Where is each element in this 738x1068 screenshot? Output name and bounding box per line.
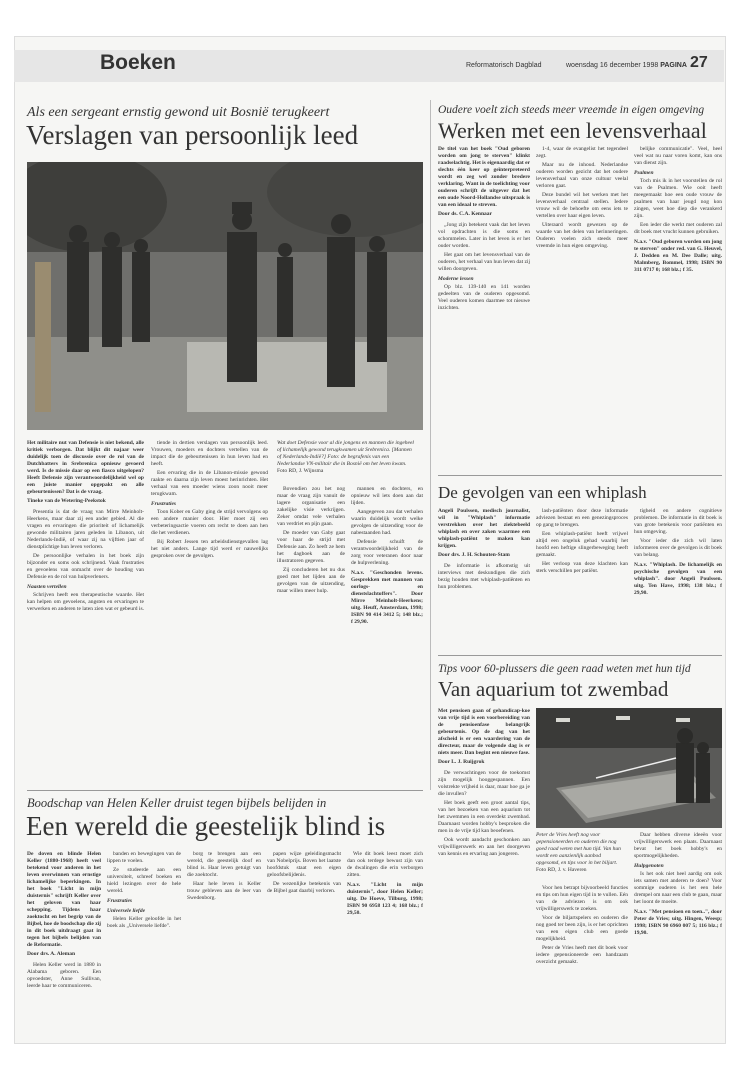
article4-col1: Met pensioen gaan of gehandicap-koe van vrije tijd is een voorbereiding van de pensioenfase belangrijk gebeurtenis. Op de dag van het afscheid is er een waardering van de directeur, maar de volgende dag is er niets meer. Dan begint een nieuwe fase. Door L. J. Ruijgrok De verwachtingen voor de toekomst zijn mogelijk hooggespannen. Een volstrekte vrijheid is daar, maar hoe ga je die invullen? Het boek geeft een groot aantal tips, van het bezoeken van een aquarium tot het zwemmen in een overdekt zwembad. Daarnaast worden hobby's besproken die men in de vrije tijd kan beoefenen. Ook wordt aandacht geschonken aan vrijwilligerswerk en aan het doorgeven van kennis en ervaring aan jongeren. bbox=[438, 708, 530, 857]
article3-col3: tigheid en andere cognitieve problemen. De informatie in dit boek is van grote betekenis voor patiënten en hun omgeving. Voor ieder die zich wil laten informeren over de gevolgen is dit boek van belang. N.a.v. "Whiplash. De lichamelijk en psychische gevolgen van een whiplash". door Angeli Poulssen. uitg. Ten Have, 1998; 138 blz.; f 29,90. bbox=[634, 508, 722, 596]
article3-lead: Angeli Poulssen, medisch journalist, wil in "Whiplash" informatie verstrekken over het ziektebeeld whiplash en over zaken waarmee een whiplash-patiënt te maken kan krijgen. bbox=[438, 508, 530, 549]
article4-col2: Voor hen betrapt bijvoorbeeld functies en tips om hun eigen tijd in te vullen. Eén van de adviezen is om ook vrijwilligerswerk te zoeken. Voor de biljartspelers en ouderen die nog goed ter been zijn, is er het oprichten van een eigen club een goede mogelijkheid. Peter de Vries heeft met dit boek voor iedere gepensioneerde een handzaam overzicht gemaakt. bbox=[536, 885, 628, 965]
article3-headline: De gevolgen van een whiplash bbox=[438, 483, 647, 502]
article2-subhead2: Psalmen bbox=[634, 170, 654, 176]
article1-subhead1: Naasten vertellen bbox=[27, 584, 67, 590]
article4-photo bbox=[536, 708, 722, 828]
page-number: 27 bbox=[690, 54, 708, 71]
article4-headline: Van aquarium tot zwembad bbox=[438, 677, 669, 701]
article1-col3: Bovendien zou het nog maar de vraag zijn vanuit de lagere organisatie een zakelijke visie verkrijgen. Zeker omdat vele verhalen van verdriet en pijn gaan. De moeder van Gaby gaat voor haar de strijd met Defensie aan. Zo heeft ze hem het dagboek aan de illustratoren gegeven. Zij concluderen het nu dus goed met het lijden aan de gevolgen van de uitzending, maar willen meer hulp. bbox=[277, 486, 345, 594]
article3-bookinfo: N.a.v. "Whiplash. De lichamelijk en psychische gevolgen van een whiplash". door Angeli Poulssen. uitg. Ten Have, 1998; 138 blz.; f 29,90. bbox=[634, 562, 722, 596]
billiard-players-image bbox=[536, 708, 722, 828]
article1-col1: Het militaire nut van Defensie is niet bekend, alle kritiek verborgen. Dat blijkt dit najaar weer duidelijk toen de discussie over de rol van de Dutchbatters in Srebrenica opnieuw gevoerd werd. Is de missie daar op een fiasco uitgelopen? Heeft Defensie zijn verantwoordelijkheid wel op een juiste manier opgepakt en alle gebeurtenissen? Dat is de vraag. Tineke van de Wetering-Peekstok Presentia is dat de vraag van Mirre Meinholt-Heerkens, maar daar zij een ander gebied. Al die vragen en ervaringen die prioriteit of lichamelijk gewonde militairen jaren geleden in Libanon, uit Nederlands-Indië, of waar zij na vijftien jaar of dienstplichtige hun leven verloren. De persoonlijke verhalen in het boek zijn bijzonder en soms ook schrijnend. Vaak frustraties en gevoelens van onmacht over de houding van Defensie en de rol van hulpverleners. Naasten vertellen Schrijven heeft een therapeutische waarde. Het kan helpen om gevoelens, angsten en ervaringen te verwerken en anderen te laten zien wat er gebeurd is. bbox=[27, 440, 144, 612]
article2-lead: De titel van het boek "Oud geboren worden om jong te sterven" klinkt raadselachtig. Het is eigenaardig dat er slechts één keer op geïnterpreteerd wordt en zeg wel zonder bredere verklaring. Want in de toelichting voor ouderen schrijft de uitgever dat het een oude Noord-Hollandse uitspraak is van een ideaal te streven. bbox=[438, 146, 530, 208]
article4-bookinfo: N.a.v. "Met pensioen en toen..", door Peter de Vries; uitg. Hingen, Weesp; 1998; ISBN 90 6960 007 5; 116 blz.; f 19,90. bbox=[634, 909, 722, 936]
article3-bottom-rule bbox=[438, 655, 722, 656]
article2-bookinfo: N.a.v. "Oud geboren worden om jong te sterven" onder red. van G. Heuvel, J. Dedden en M. Dee Dalle; uitg. Malmberg, Bommel, 1998; ISBN 90 311 0717 0; 168 blz.; f 35. bbox=[634, 239, 722, 273]
article5-bookinfo: N.a.v. "Licht in mijn duisternis", door Helen Keller; uitg. De Hoeve, Tilburg, 1998; ISBN 90 6958 123 4; 168 blz.; f 29,50. bbox=[347, 882, 423, 916]
article1-caption-credit: Foto RD, J. Wijnsma bbox=[277, 468, 324, 474]
article1-headline: Verslagen van persoonlijk leed bbox=[26, 120, 359, 150]
article1-byline: Tineke van de Wetering-Peekstok bbox=[27, 498, 106, 504]
article3-byline: Door drs. J. H. Schouten-Stam bbox=[438, 552, 510, 558]
article4-caption-text: Peter de Vries heeft nog voor gepensioneerden en ouderen die nog goed raad weten met hun tijd. Van hun wordt een aanzienlijk aanbod opgesomd, en tips voor in het biljart. bbox=[536, 832, 621, 866]
column-divider bbox=[430, 100, 431, 790]
article1-col4: mannen en dochters, en opnieuw wil iets doen aan dat lijden. Aangegeven zou dat verhalen waarin duidelijk wordt welke gevolgen de uitzending voor de nabestaanden had. Defensie schuift de verantwoordelijkheid van de zorg voor veteranen door naar de hulpverlening. N.a.v. "Geschonden levens. Gesprekken met mannen van oorlogs- en dienstslachtoffers". Door Mirre Meinholt-Heerkens; uitg. Heuff, Amsterdam, 1998; ISBN 90 414 3412 5; 148 blz.; f 29,90. bbox=[351, 486, 423, 625]
article4-subhead1: Hulpgenoten bbox=[634, 863, 664, 869]
section-title: Boeken bbox=[100, 51, 176, 74]
date: woensdag 16 december 1998 bbox=[566, 62, 659, 69]
article5-col5: Wie dit boek leest moet zich dan ook terdege bewust zijn van de dwalingen die erin verborgen zitten. N.a.v. "Licht in mijn duisternis", door Helen Keller; uitg. De Hoeve, Tilburg, 1998; ISBN 90 6958 123 4; 168 blz.; f 29,50. bbox=[347, 851, 423, 916]
article1-col2: tiende in dertien verslagen van persoonlijk leed. Vrouwen, moeders en dochters vertellen van de impact die de gebeurtenissen in hun leven had en heeft. Een ervaring die in de Libanon-missie gewond raakte en daarna zijn leven moest herinrichten. Het verhaal van een moeder wiens zoon nooit meer terugkwam. Frustraties Toon Kober en Gaby ging de strijd vervolgens op een andere manier door. Hier moet zij een verbeteringsactie voeren om recht te doen aan hen die het verdienen. Bij Robert Jessen ten arbeidsdienstgevallen lag het niet anders. Lange tijd werd er nauwelijks gesproken over de gevolgen. bbox=[151, 440, 268, 559]
page-label: PAGINA bbox=[660, 62, 687, 69]
article5-headline: Een wereld die geestelijk blind is bbox=[26, 811, 386, 841]
article2-subhead1: Moderne lessen bbox=[438, 276, 474, 282]
article1-photo bbox=[27, 162, 423, 430]
article5-kicker: Boodschap van Helen Keller druist tegen bijbels belijden in bbox=[27, 796, 327, 810]
article5-col3: borg te brengen aan een wereld, die geestelijk doof en blind is. Haar leven getuigt van die zoektocht. Haar hele leven is Keller trouw gebleven aan de leer van Swedenborg. bbox=[187, 851, 261, 901]
article5-subhead1: Frustraties bbox=[107, 898, 133, 904]
article5-col2: banden en bewegingen van de lippen te voelen. Ze studeerde aan een universiteit, schreef boeken en hield lezingen over de hele wereld. Frustraties Universele liefde Helen Keller geloofde in het boek als „Universele liefde". bbox=[107, 851, 181, 929]
article5-lead: De doven en blinde Helen Keller (1880-1968) heeft veel betekend voor anderen in het leven overwinnen van ernstige lichamelijke beperkingen. In het boek "Licht in mijn duisternis" schrijft Keller over het geloven van haar schepping. Tijdens haar zoektocht en het begrip van de Bijbel, hoe de boodschap die zij in dit boek uitdraagt gaat in tegen het bijbels belijden van de Reformatie. bbox=[27, 851, 101, 948]
article4-kicker: Tips voor 60-plussers die geen raad weten met hun tijd bbox=[438, 663, 691, 675]
article4-byline: Door L. J. Ruijgrok bbox=[438, 759, 485, 765]
article1-caption-text: Wat doet Defensie voor al die jongens en mannen die ingeheel of lichamelijk gewond terugkwamen uit Srebrenica. [Mannen of Nederlands-Indië?] Foto: de begrafenis van een Nederlandse VN-militair die in Bosnië om het leven kwam. bbox=[277, 440, 414, 467]
article1-bottom-rule bbox=[27, 790, 423, 791]
article5-subhead2: Universele liefde bbox=[107, 908, 146, 914]
article5-col4: papen wijze geleidingsmacht van Nobelprijs. Boven het laatste hoofdstuk staat een eigen geloofsbelijdenis. De wezenlijke betekenis van de Bijbel gaat daarbij verloren. bbox=[267, 851, 341, 894]
article4-col3: Daar hebben diverse ideeën voor vrijwilligerswerk een plaats. Daarnaast bevat het boek hobby's en sportmogelijkheden. Hulpgenoten Is het ook niet heel aardig om ook iets samen met anderen te doen? Voor sommige ouderen is het een hele drempel om naar een club te gaan, maar het loont de moeite. N.a.v. "Met pensioen en toen..", door Peter de Vries; uitg. Hingen, Weesp; 1998; ISBN 90 6960 007 5; 116 blz.; f 19,90. bbox=[634, 832, 722, 936]
publication-name: Reformatorisch Dagblad bbox=[466, 62, 542, 69]
article4-caption bbox=[536, 832, 626, 874]
article2-col2: 1-4, waar de evangelist het tegendeel zegt. Maar nu de inhoud. Nederlandse ouderen worden gezicht dat het oudere levensverhaal van onze cultuur veelal verloren gaat. Deze bundel wil het werken met het levensverhaal centraal stellen. Iedere vrouw wil de behoefte om eens iets te vertellen over haar eigen leven. Uiteraard wordt gewezen op de waarde van het delen van herinneringen. Ouderen voelen zich steeds meer vreemde in hun eigen omgeving. bbox=[536, 146, 628, 249]
article5-col1: De doven en blinde Helen Keller (1880-1968) heeft veel betekend voor anderen in het leven overwinnen van ernstige lichamelijke beperkingen. In het boek "Licht in mijn duisternis" schrijft Keller over het geloven van haar schepping. Tijdens haar zoektocht en het begrip van de Bijbel, hoe de boodschap die zij in dit boek uitdraagt gaat in tegen het bijbels belijden van de Reformatie. Door drs. A. Aleman Helen Keller werd in 1880 in Alabama geboren. Een opvoedster, Anne Sullivan, leerde haar te communiceren. bbox=[27, 851, 101, 989]
article3-col2: lash-patiënten door deze informatie adviezen bestaat en een genezingsproces op gang te brengen. Een whiplash-patiënt heeft vrijwel altijd een ongeluk gehad waarbij het hoofd een heftige slingerbeweging heeft gemaakt. Het verloop van deze klachten kan sterk verschillen per patiënt. bbox=[536, 508, 628, 574]
article1-lead: Het militaire nut van Defensie is niet bekend, alle kritiek verborgen. Dat blijkt dit najaar weer duidelijk toen de discussie over de rol van de Dutchbatters in Srebrenica opnieuw gevoerd werd. Is de missie daar op een fiasco uitgelopen? Heeft Defensie zijn verantwoordelijkheid wel op een juiste manier opgepakt en alle gebeurtenissen? Dat is de vraag. bbox=[27, 440, 144, 495]
article1-bookinfo: N.a.v. "Geschonden levens. Gesprekken met mannen van oorlogs- en dienstslachtoffers". Door Mirre Meinholt-Heerkens; uitg. Heuff, Amsterdam, 1998; ISBN 90 414 3412 5; 148 blz.; f 29,90. bbox=[351, 570, 423, 625]
article2-col1: De titel van het boek "Oud geboren worden om jong te sterven" klinkt raadselachtig. Het is eigenaardig dat er slechts één keer op geïnterpreteerd wordt en zeg wel zonder bredere verklaring. Want in de toelichting voor ouderen schrijft de uitgever dat het een oude Noord-Hollandse uitspraak is van een ideaal te streven. Door ds. C.A. Kennaar „Jong zijn betekent vaak dat het leven vol opdrachten is die soms en schommelen. Later in het leven is er het ouder worden. Het gaat om het levensverhaal van de ouderen, het verhaal van hun leven dat zij willen doorgeven. Moderne lessen Op blz. 139-140 en 141 worden gedeelten van de ouderen opgesomd. Veel ouderen komen daarmee tot nieuwe inzichten. bbox=[438, 146, 530, 311]
article2-byline: Door ds. C.A. Kennaar bbox=[438, 211, 492, 217]
article5-byline: Door drs. A. Aleman bbox=[27, 951, 76, 957]
funeral-procession-image bbox=[27, 162, 423, 430]
article3-col1: Angeli Poulssen, medisch journalist, wil in "Whiplash" informatie verstrekken over het ziektebeeld whiplash en over zaken waarmee een whiplash-patiënt te maken kan krijgen. Door drs. J. H. Schouten-Stam De informatie is afkomstig uit interviews met deskundigen die zich bezig houden met whiplash-patiënten en hun problemen. bbox=[438, 508, 530, 590]
article1-subhead2: Frustraties bbox=[151, 501, 177, 507]
article2-col3: belijke communicatie". Veel, heel veel wat nu naar voren komt, kan ons van dienst zijn. Psalmen Toch mis ik in het voorstellen de rol van de Psalmen. Wie ooit heeft meegemaakt hoe een oude vrouw de psalmen van haar jeugd nog kon zingen, weet hoe diep die verankerd zijn. Een ieder die werkt met ouderen zal dit boek met vrucht kunnen gebruiken. N.a.v. "Oud geboren worden om jong te sterven" onder red. van G. Heuvel, J. Dedden en M. Dee Dalle; uitg. Malmberg, Bommel, 1998; ISBN 90 311 0717 0; 168 blz.; f 35. bbox=[634, 146, 722, 273]
date-line bbox=[566, 62, 687, 69]
article1-kicker: Als een sergeant ernstig gewond uit Bosnië terugkeert bbox=[27, 105, 330, 120]
article2-bottom-rule bbox=[438, 475, 722, 476]
article4-caption-credit: Foto RD, J. v. Haveren bbox=[536, 867, 587, 873]
article2-headline: Werken met een levensverhaal bbox=[438, 118, 707, 143]
article2-kicker: Oudere voelt zich steeds meer vreemde in eigen omgeving bbox=[438, 104, 705, 116]
article4-lead: Met pensioen gaan of gehandicap-koe van vrije tijd is een voorbereiding van de pensioenfase belangrijk gebeurtenis. Op de dag van het afscheid is er een waardering van de directeur, maar de volgende dag is er niets meer. Dan begint een nieuwe fase. bbox=[438, 708, 530, 756]
article1-caption bbox=[277, 440, 417, 475]
